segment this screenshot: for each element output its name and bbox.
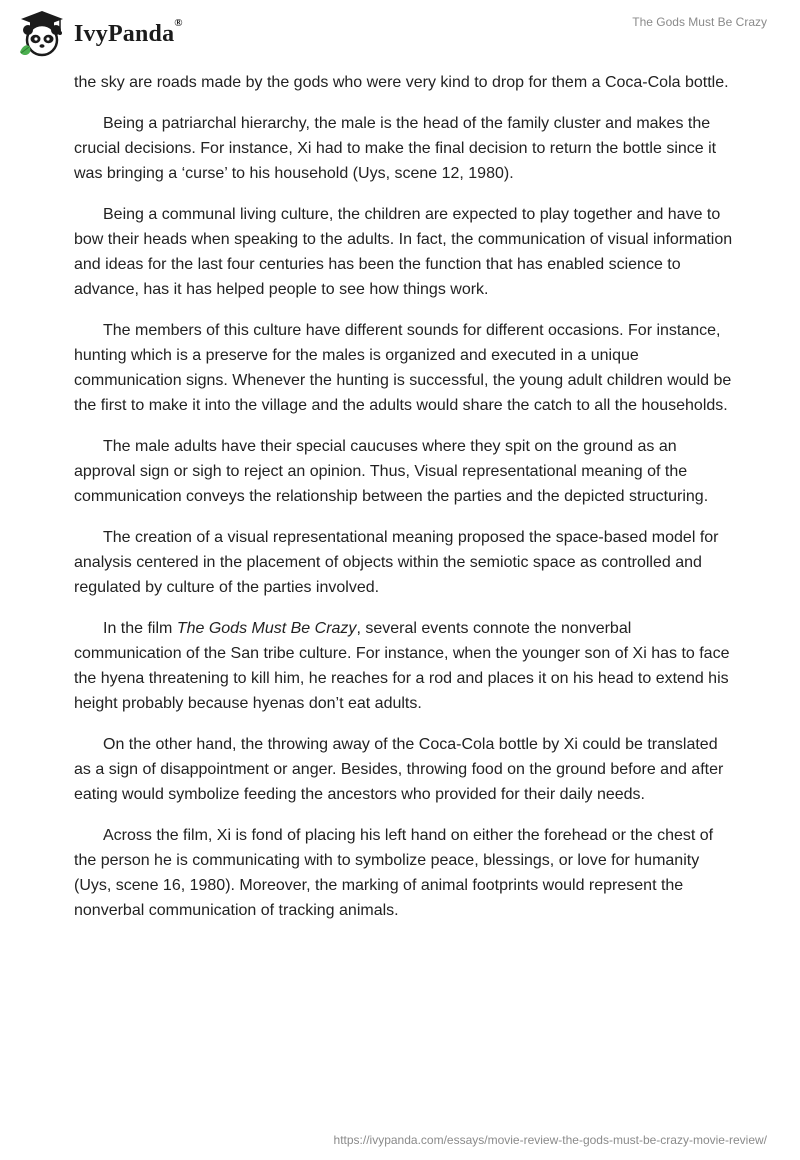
paragraph-text: , several events connote the nonverbal communication of the San tribe culture. For instance, when the younger son of Xi has to face the hyena threatening to kill him, he reaches for a rod and places it on his head to extend his height probably because hyenas don’t eat adults.	[74, 620, 730, 712]
film-title: The Gods Must Be Crazy	[176, 620, 357, 637]
ivypanda-logo[interactable]	[16, 8, 183, 60]
paragraph: The male adults have their special caucuses where they spit on the ground as an approval sign or sigh to reject an opinion. Thus, Visual representational meaning of the communication conveys the relationship between the parties and the depicted structuring.	[74, 438, 709, 505]
paragraph: The creation of a visual representational meaning proposed the space-based model for analysis centered in the placement of objects within the semiotic space as controlled and regulated by culture of the parties involved.	[74, 529, 719, 596]
paragraph: On the other hand, the throwing away of the Coca-Cola bottle by Xi could be translated as a sign of disappointment or anger. Besides, throwing food on the ground before and after eating would symbolize feeding the ancestors who provided for their daily needs.	[74, 736, 724, 803]
paragraph	[74, 616, 734, 716]
paragraph: the sky are roads made by the gods who were very kind to drop for them a Coca-Cola bottle.	[74, 74, 729, 91]
logo-text: IvyPanda®	[74, 16, 183, 47]
source-url[interactable]: https://ivypanda.com/essays/movie-review-the-gods-must-be-crazy-movie-review/	[333, 1133, 767, 1147]
paragraph: Being a patriarchal hierarchy, the male is the head of the family cluster and makes the crucial decisions. For instance, Xi had to make the final decision to return the bottle since it was bringing a ‘curse’ to his household (Uys, scene 12, 1980).	[74, 115, 717, 182]
essay-body	[74, 70, 734, 939]
paragraph: Being a communal living culture, the children are expected to play together and have to bow their heads when speaking to the adults. In fact, the communication of visual information and ideas for the last four centuries has been the function that has enabled science to advance, has it has helped people to see how things work.	[74, 206, 733, 298]
paragraph-text: In the film	[103, 620, 177, 637]
panda-graduate-logo-icon	[16, 8, 68, 60]
page-header	[0, 0, 800, 70]
paragraph: Across the film, Xi is fond of placing his left hand on either the forehead or the chest of the person he is communicating with to symbolize peace, blessings, or love for humanity (Uys, scene 16, 1980). Moreover, the marking of animal footprints would represent the nonverbal communication of tracking animals.	[74, 827, 714, 919]
paragraph: The members of this culture have different sounds for different occasions. For instance, hunting which is a preserve for the males is organized and executed in a unique communication signs. Whenever the hunting is successful, the young adult children would be the first to make it into the village and the adults would share the catch to all the households.	[74, 322, 732, 414]
document-title: The Gods Must Be Crazy	[632, 15, 767, 29]
